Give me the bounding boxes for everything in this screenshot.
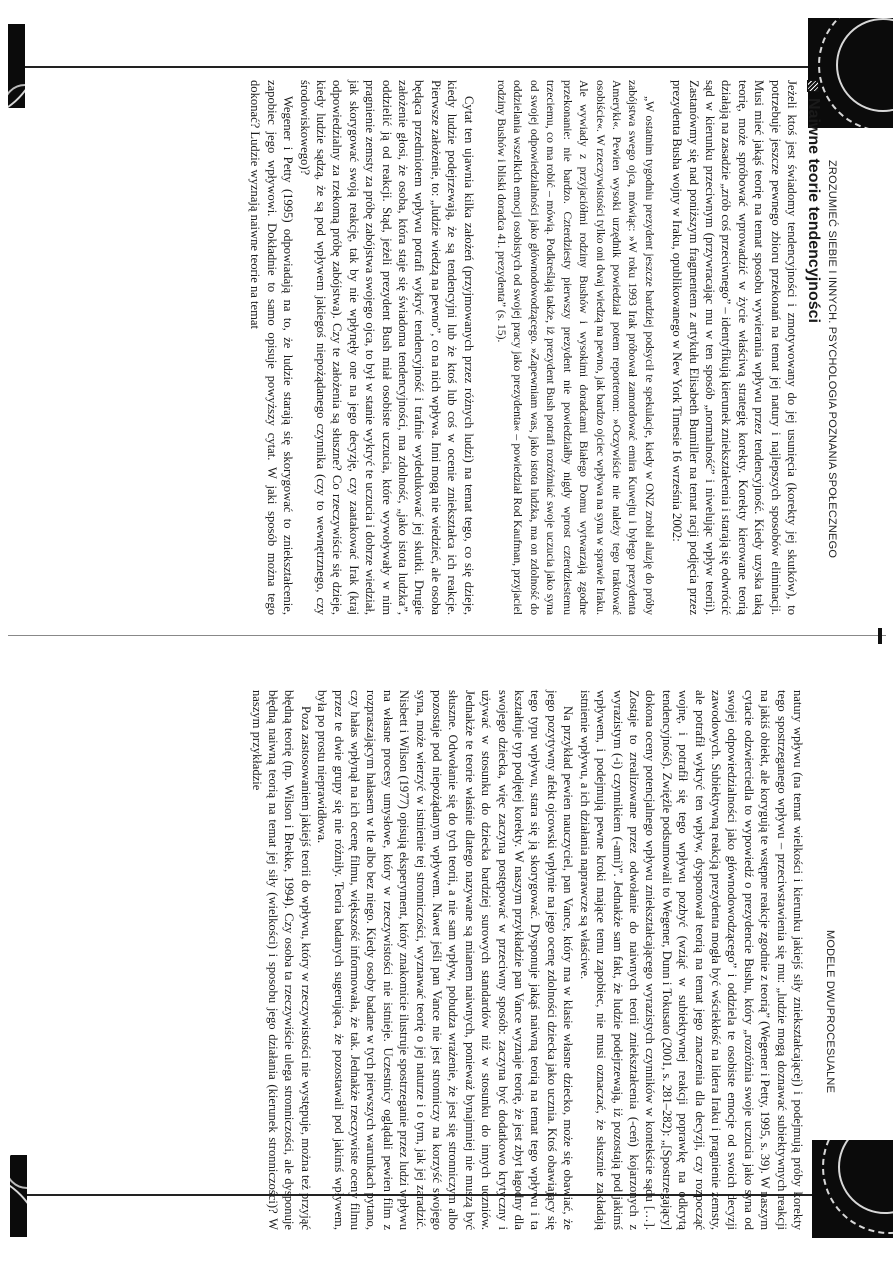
- engraving-ornament-top-left-icon: [8, 24, 25, 108]
- engraving-ornament-bottom-left-icon: [10, 1155, 27, 1237]
- paragraph: Na przykład pewien nauczyciel, pan Vance, który ma w klasie własne dziecko, może się obawiać, że jego pozytywny afekt ojcowski wpłynie na jego ocenę zdolności dziecka jako ucznia. Ktoś obawiający się tego typu wpływu, stara się ją skorygować. Dysponuje jakąś naiwną teorią na temat tego wpływu i ta kształtuje typ podjętej korekty. W naszym przykładzie pan Vance wyznaje teorię, że jest zbyt łagodny dla swojego dziecka, więc zaczyna postępować w przeciwny sposób: zaczyna być dodatkowo krytyczny i używać w stosunku do dziecka bardziej surowych standardów niż w stosunku do innych uczniów. Jednakże te teorie właśnie dlatego nazywane są mianem naiwnych, ponieważ bynajmniej nie muszą być słuszne. Odwołanie się do tych teorii, a nie sam wpływ, pobudza wrażenie, że jest się stronniczym albo pozostaje pod niepożądanym wpływem. Nawet jeśli pan Vance nie jest stronniczy na korzyść swojego syna, może wierzyć w istnienie tej stronniczości, wyznawać teorię o jej naturze i o tym, jak jej zaradzić. Nisbett i Wilson (1977) opisują eksperyment, który znakomicie ilustruje spostrzeganie przez ludzi wpływu na własne procesy umysłowe, który w rzeczywistości nie istnieje. Uczestnicy oglądali pewien film z rozpraszającym hałasem w tle albo bez niego. Kiedy osoby badane w tych pierwszych warunkach pytano, czy hałas wpłynął na ich ocenę filmu, większość informowała, że tak. Jednakże rzeczywiste oceny filmu przez te dwie grupy się nie różniły. Teoria badanych sugerująca, że pozostawali pod jakimś wpływem, była po prostu nieprawidłowa.: [315, 690, 576, 1230]
- engraving-ornament-bottom-right-icon: [812, 1140, 893, 1238]
- page-gutter-rule: [8, 635, 886, 636]
- running-head: MODELE DWUPROCESUALNE: [824, 930, 836, 1094]
- page-body: [247, 80, 822, 615]
- running-head: ZROZUMIEĆ SIEBIE I INNYCH. PSYCHOLOGIA POZNANIA SPOŁECZNEGO: [826, 160, 838, 559]
- block-quote: „W ostatnim tygodniu prezydent jeszcze bardziej podsycił te spekulacje, kiedy w ONZ zrobił aluzję do próby zabójstwa swego ojca, mówiąc: »W roku 1993 Irak próbował zamordować emira Kuwejtu i byłego prezydenta Ameryki«. Pewien wysoki urzędnik powiedział potem reporterom: »Oczywiście nie należy tego traktować osobiście«. W rzeczywistości tylko oni dwaj wiedzą na pewno, jak bardzo ojciec wpływa na syna w sprawie Iraku. Ale wywiady z przyjaciółmi rodziny Bushów i wysokimi doradcami Białego Domu wytwarzają zgodne przekonanie: nie bardzo. Czterdziesty pierwszy prezydent nie powiedziałby nigdy wprost czterdziestemu trzeciemu, co ma robić – mówią. Podkreślają także, iż prezydent Bush potrafi rozróżniać swoje uczucia jako syna od swojej odpowiedzialności jako głównodowodzącego. »Zapewniam was, jako istota ludzka, ma on zdolność do oddzielania wszelkich emocji osobistych od swojej pracy jako prezydenta« – powiedział Rod Kaufman, przyjaciel rodziny Bushów i bliski doradca 41. prezydenta” (s. 15).: [495, 80, 656, 615]
- paragraph: Cytat ten ujawnia kilka założeń (przyjmowanych przez różnych ludzi) na temat tego, co się dzieje, kiedy ludzie podejrzewają, że są tendencyjni lub że ktoś lub coś w ocenie zniekształca ich reakcje. Pierwsze założenie, to: „ludzie wiedzą na pewno”, co na nich wpływa. Inni mogą nie wiedzieć, ale osoba będąca przedmiotem wpływu potrafi wykryć tendencyjność i trafnie wydedukować jej skutki. Drugie założenie głosi, że osoba, która staje się świadoma tendencyjności, ma zdolność, „jako istota ludzka”, oddzielić ją od reakcji. Stąd, jeżeli prezydent Bush miał osobiste uczucia, które wywoływały w nim pragnienie zemsty za próbę zabójstwa swojego ojca, to był w stanie wykryć te uczucia i dobrze wiedział, jak skorygować swoją reakcję, tak by nie wpłynęły one na jego decyzję, czy zaatakować Irak (kraj odpowiedzialny za rzekomą próbę zabójstwa). Czy te założenia są słuszne? Co rzeczywiście się dzieje, kiedy ludzie sądzą, że są pod wpływem jakiegoś niepożądanego czynnika (czy to wewnętrznego, czy środowiskowego)?: [297, 80, 476, 615]
- book-page-left: [32, 80, 838, 615]
- paragraph: natury wpływu (na temat wielkości i kierunku jakiejś siły zniekształcającej) i podejmują próby korekty tego spostrzeganego wpływu – przeciwstawienia się mu: „ludzie mogą doznawać subiektywnych reakcji na jakiś obiekt, ale korygują te wstępne reakcje zgodnie z teorią” (Wegener i Petty, 1995, s. 39). W naszym cytacie odzwierciedla to wypowiedź o prezydencie Bushu, który „rozróżnia swoje uczucia jako syna od swojej odpowiedzialności jako głównodowodzącego” i oddziela te osobiste emocje od swoich decyzji zawodowych. Subiektywną reakcją prezydenta mogła być wściekłość na lidera Iraku i pragnienie zemsty, ale potrafił wykryć ten wpływ, dysponował teorią na temat jego znaczenia dla decyzji, czy rozpocząć wojnę, i potrafił się tego wpływu pozbyć (wziąć w subiektywnej reakcji poprawkę na odkrytą tendencyjność). Zwięźle podsumowali to Wegener, Dunn i Tokusato (2001, s. 281–282): „[Spostrzegający] dokona oceny potencjalnego wpływu zniekształcającego wyrazistych czynników w kontekście sądu […]. Zostaje to zrealizowane przez odwołanie do naiwnych teorii zniekształcenia (-ceń) kojarzonych z wyrazistym (-i) czynnikiem (-ami)”. Jednakże sam fakt, że ludzie podejrzewają, iż pozostają pod jakimś wpływem, i podejmują pewne kroki mające temu zapobiec, nie musi oznaczać, że słusznie zakładają istnienie wpływu, a ich działania naprawcze są właściwe.: [577, 690, 805, 1230]
- section-heading: [804, 80, 822, 615]
- paragraph: Jeżeli ktoś jest świadomy tendencyjności i zmotywowany do jej usunięcia (korekty jej skutków), to potrzebuje jeszcze pewnego zbioru przekonań na temat jej natury i najlepszych sposobów eliminacji. Musi mieć jakąś teorię na temat sposobu wywierania wpływu przez tendencyjność. Kiedy uzyska taką teorię, może spróbować wprowadzić w życie właściwą strategię korekty. Korekty kierowane teorią działają na zasadzie „zrób coś przeciwnego” – identyfikują kierunek zniekształcenia i starają się odwrócić sąd w kierunku przeciwnym (przywracając mu w ten sposób „normalność” i niwelując wpływ teorii). Zastanówmy się nad poniższym fragmentem z artykułu Elisabeth Bumiller na temat racji podjęcia przez prezydenta Busha wojny w Iraku, opublikowanego w New York Timesie 16 września 2002:: [670, 80, 799, 615]
- paragraph: Wegener i Petty (1995) odpowiadają na to, że ludzie starają się skorygować to zniekształcenie, zapobiec jego wpływowi. Dokładnie to samo opisuje powyższy cytat. W jaki sposób można tego dokonać? Ludzie wyznają naiwne teorie na temat: [248, 80, 296, 615]
- paragraph: Poza zastosowaniem jakiejś teorii do wpływu, który w rzeczywistości nie występuje, można też przyjąć błędną teorię (np. Wilson i Brekke, 1994). Czy osoba ta rzeczywiście ulega stronniczości, ale dysponuje błędną naiwną teorią na temat jej siły (wielkości) i sposobu jego działania (kierunek stronniczości)? W naszym przykładzie: [249, 690, 313, 1230]
- top-rule: [8, 66, 816, 68]
- gutter-tick: [878, 628, 882, 644]
- section-title: Naiwne teorie tendencyjności: [805, 98, 822, 323]
- hatched-square-icon: [807, 80, 819, 92]
- book-page-right: [36, 690, 836, 1230]
- page-body: [248, 690, 806, 1230]
